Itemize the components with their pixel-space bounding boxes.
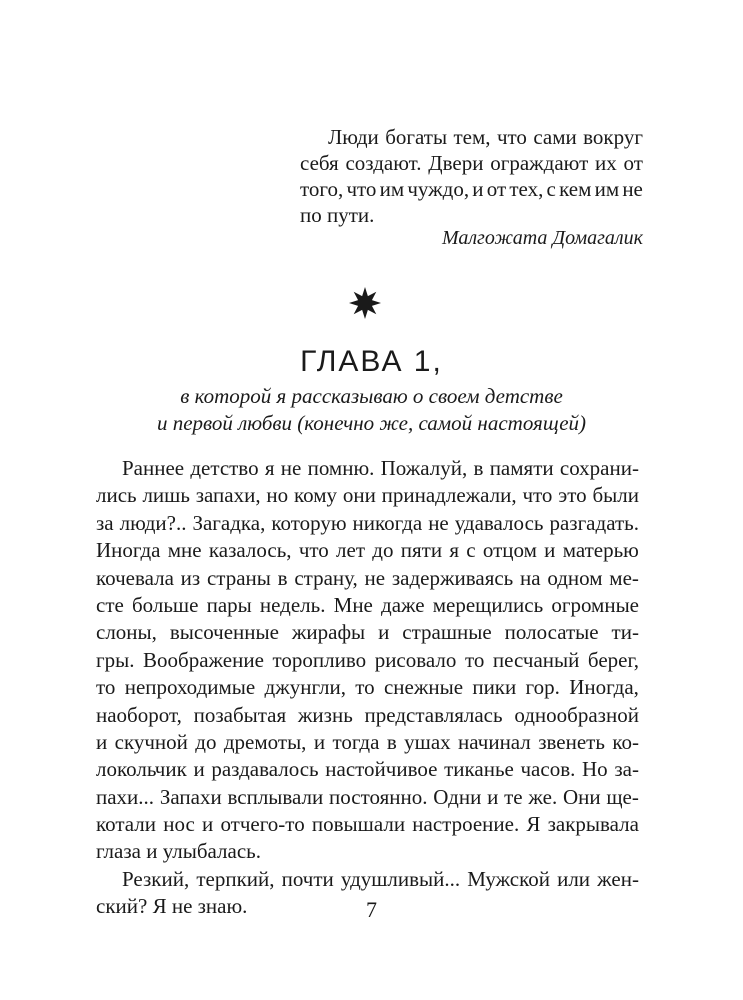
- text-line: [96, 565, 639, 592]
- word: Пожалуй,: [380, 456, 468, 480]
- chapter-subtitle: [0, 383, 743, 437]
- star-ornament-icon: [348, 286, 382, 320]
- word: мерещились: [432, 592, 544, 617]
- word: и: [487, 784, 499, 809]
- word: лишь: [142, 483, 190, 508]
- word: за-: [614, 757, 639, 782]
- word: настойчивое: [325, 757, 438, 782]
- word: высоченные: [169, 620, 279, 645]
- word: песчаный: [492, 647, 580, 672]
- word: им: [379, 177, 405, 201]
- word: то: [464, 647, 485, 672]
- word: не: [364, 565, 386, 590]
- word: и: [96, 729, 108, 754]
- word: их: [595, 151, 617, 175]
- epigraph-line: [300, 176, 643, 202]
- word: наоборот,: [96, 702, 182, 727]
- word: казалось,: [208, 538, 292, 563]
- word: представлялась: [364, 702, 503, 727]
- word: и: [313, 729, 326, 754]
- word: Они: [562, 784, 601, 809]
- word: Мужской: [467, 866, 550, 891]
- word: страну,: [294, 565, 358, 590]
- word: начинал: [458, 729, 531, 754]
- word: однообразной: [514, 702, 639, 727]
- word: позабытая: [193, 702, 287, 727]
- word: Двери: [428, 151, 484, 175]
- word: и: [202, 812, 214, 837]
- word: на: [520, 565, 541, 590]
- word: принадлежали,: [381, 483, 517, 508]
- word: никогда: [352, 510, 423, 535]
- word: за: [96, 510, 114, 535]
- word: это: [558, 483, 587, 508]
- word: джунгли,: [264, 675, 346, 700]
- word: люди?..: [119, 510, 187, 535]
- word: что: [298, 538, 329, 563]
- word: же.: [528, 784, 558, 809]
- word: того,: [300, 177, 344, 201]
- chapter-title: ГЛАВА 1,: [300, 345, 443, 378]
- chapter-subtitle-line: и первой любви (конечно же, самой настоящей): [156, 411, 587, 435]
- word: от: [623, 151, 643, 175]
- word: тех,: [509, 177, 544, 201]
- text-line: [96, 537, 639, 564]
- word: дремоты,: [223, 729, 307, 754]
- word: мне: [167, 538, 202, 563]
- word: тогда: [332, 729, 380, 754]
- word: не: [428, 510, 449, 535]
- word: гор.: [525, 675, 560, 700]
- text-line: [96, 729, 639, 756]
- word: берег,: [587, 647, 639, 672]
- word: даже: [381, 592, 425, 617]
- word: с: [546, 177, 556, 201]
- word: разгадать.: [549, 510, 639, 535]
- word: жирафы: [291, 620, 366, 645]
- word: Люди: [328, 125, 379, 149]
- word: богаты: [385, 125, 448, 149]
- word: настроение.: [412, 812, 520, 837]
- word: всплывали: [227, 784, 324, 809]
- word: то: [96, 675, 116, 700]
- epigraph-line: по пути.: [300, 203, 375, 227]
- word: я: [449, 538, 460, 563]
- word: удушливый...: [340, 866, 461, 891]
- word: недель.: [259, 592, 326, 617]
- word: и: [193, 757, 205, 782]
- word: я: [264, 456, 275, 480]
- word: страны: [206, 565, 271, 590]
- word: гры.: [96, 647, 135, 672]
- word: тиканье: [444, 757, 514, 782]
- epigraph-author: Малгожата Домагалик: [441, 227, 643, 249]
- word: отчего-то: [220, 812, 305, 837]
- text-line: [96, 784, 639, 811]
- word: Я: [526, 812, 541, 837]
- epigraph-line: [300, 124, 643, 150]
- word: ти-: [611, 620, 639, 645]
- word: одном: [547, 565, 603, 590]
- word: и: [378, 620, 390, 645]
- word: отцом: [482, 538, 537, 563]
- word: снежные: [383, 675, 464, 700]
- page-number: 7: [366, 897, 377, 922]
- word: пары: [206, 592, 252, 617]
- word: с: [466, 538, 476, 563]
- word: нос: [163, 812, 195, 837]
- word: ще-: [606, 784, 639, 809]
- text-line: [96, 702, 639, 729]
- word: тем,: [453, 125, 491, 149]
- word: торопливо: [272, 647, 367, 672]
- word: им: [594, 177, 620, 201]
- word: были: [592, 483, 639, 508]
- word: ушах: [404, 729, 451, 754]
- word: от: [486, 177, 507, 201]
- word: Воображение: [143, 647, 264, 672]
- word: кем: [559, 177, 592, 201]
- word: Раннее: [122, 456, 185, 480]
- word: задерживаясь: [391, 565, 514, 590]
- word: те: [504, 784, 523, 809]
- word: в: [386, 729, 397, 754]
- text-line: [96, 866, 639, 893]
- word: до: [372, 538, 394, 563]
- word: часов.: [520, 757, 576, 782]
- word: ме-: [609, 565, 639, 590]
- word: создают.: [345, 151, 422, 175]
- word: себя: [300, 151, 339, 175]
- word: сохрани-: [559, 456, 639, 480]
- word: чуждо,: [407, 177, 470, 201]
- text-line: [96, 455, 639, 482]
- word: не: [622, 177, 643, 201]
- word: жен-: [597, 866, 639, 891]
- text-line: [96, 647, 639, 674]
- word: страшные: [402, 620, 492, 645]
- text-line: [96, 811, 639, 838]
- text-line: [96, 510, 639, 537]
- word: раздавалось: [211, 757, 319, 782]
- text-line: [96, 592, 639, 619]
- word: непроходимые: [124, 675, 256, 700]
- word: повышали: [311, 812, 406, 837]
- word: Запахи: [159, 784, 222, 809]
- word: детство: [190, 456, 259, 480]
- word: терпкий,: [196, 866, 275, 891]
- word: но: [266, 483, 289, 508]
- word: Иногда: [96, 538, 161, 563]
- word: пики: [472, 675, 517, 700]
- text-line: [96, 619, 639, 646]
- word: рисовало: [374, 647, 457, 672]
- word: пяти: [400, 538, 443, 563]
- text-line: ский? Я не знаю.: [96, 894, 248, 919]
- word: из: [180, 565, 201, 590]
- word: почти: [281, 866, 334, 891]
- word: удавалось: [454, 510, 544, 535]
- word: и: [544, 538, 556, 563]
- word: сте: [96, 592, 124, 617]
- epigraph-line: [300, 150, 643, 176]
- text-line: глаза и улыбалась.: [96, 839, 262, 864]
- word: не: [280, 456, 302, 480]
- text-line: [96, 674, 639, 701]
- word: жизнь: [297, 702, 353, 727]
- word: закрывала: [547, 812, 639, 837]
- word: кому: [293, 483, 338, 508]
- word: лись: [96, 483, 137, 508]
- word: полосатые: [504, 620, 599, 645]
- word: ко-: [612, 729, 639, 754]
- word: или: [557, 866, 591, 891]
- word: Загадка,: [192, 510, 266, 535]
- word: что: [346, 177, 377, 201]
- word: слоны,: [96, 620, 157, 645]
- word: постоянно.: [329, 784, 428, 809]
- word: и: [472, 177, 484, 201]
- chapter-subtitle-line: в которой я рассказываю о своем детстве: [180, 384, 563, 408]
- word: в: [277, 565, 288, 590]
- word: пахи...: [96, 784, 155, 809]
- word: Резкий,: [122, 866, 190, 891]
- word: Одни: [433, 784, 482, 809]
- word: локольчик: [96, 757, 187, 782]
- word: которую: [271, 510, 347, 535]
- word: что: [496, 125, 527, 149]
- epigraph: [300, 124, 643, 251]
- word: скучной: [114, 729, 188, 754]
- word: матерью: [562, 538, 639, 563]
- word: ограждают: [490, 151, 589, 175]
- word: сами: [533, 125, 577, 149]
- word: звенеть: [538, 729, 605, 754]
- word: кочевала: [96, 565, 174, 590]
- word: памяти: [489, 456, 554, 480]
- word: запахи,: [195, 483, 261, 508]
- body-text: [96, 455, 639, 921]
- text-line: [96, 482, 639, 509]
- word: то: [355, 675, 375, 700]
- word: до: [195, 729, 217, 754]
- word: котали: [96, 812, 157, 837]
- word: что: [522, 483, 553, 508]
- word: Но: [582, 757, 608, 782]
- word: вокруг: [583, 125, 643, 149]
- word: Мне: [333, 592, 373, 617]
- word: в: [473, 456, 484, 480]
- word: Иногда,: [569, 675, 639, 700]
- word: лет: [336, 538, 366, 563]
- word: больше: [131, 592, 199, 617]
- word: огромные: [551, 592, 639, 617]
- word: они: [342, 483, 376, 508]
- word: помню.: [307, 456, 375, 480]
- text-line: [96, 756, 639, 783]
